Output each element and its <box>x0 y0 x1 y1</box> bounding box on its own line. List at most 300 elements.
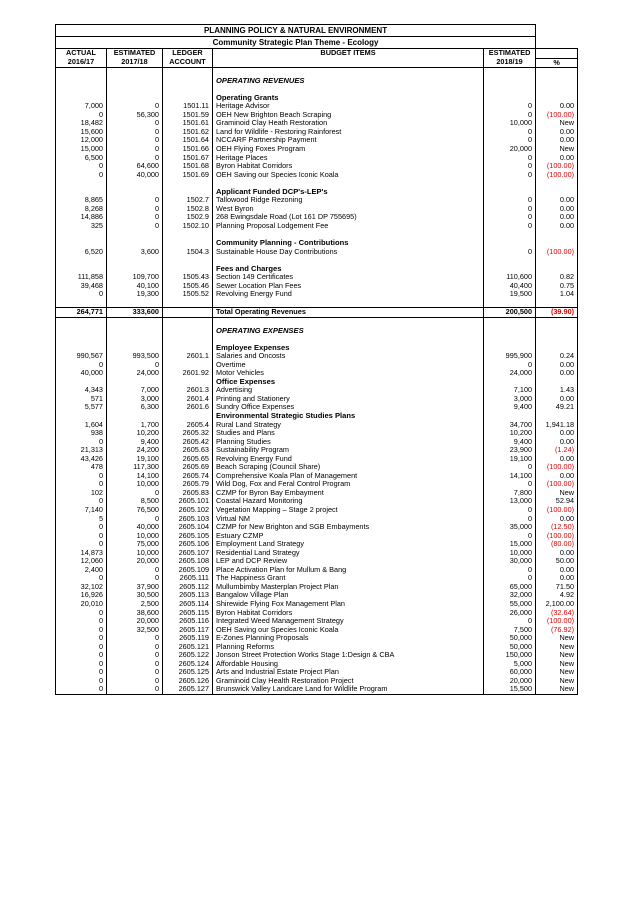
budget-item-cell: Shirewide Flying Fox Management Plan <box>213 600 484 609</box>
ledger-cell: 2601.6 <box>163 403 213 412</box>
ledger-cell: 2605.125 <box>163 668 213 677</box>
estimated-next-cell: 0 <box>484 532 536 541</box>
ledger-cell: 2605.122 <box>163 651 213 660</box>
actual-cell: 0 <box>56 668 107 677</box>
empty-cell <box>107 299 163 308</box>
empty-cell <box>107 188 163 197</box>
group-heading-row <box>56 94 578 103</box>
estimated-cell: 0 <box>107 361 163 370</box>
actual-cell: 40,000 <box>56 369 107 378</box>
estimated-next-cell: 0 <box>484 213 536 222</box>
estimated-next-cell: 0 <box>484 617 536 626</box>
budget-row <box>56 677 578 686</box>
percent-cell: 0.00 <box>536 455 578 464</box>
budget-row <box>56 472 578 481</box>
percent-cell: (32.64) <box>536 609 578 618</box>
ledger-cell: 2605.117 <box>163 626 213 635</box>
empty-cell <box>536 265 578 274</box>
percent-cell: New <box>536 119 578 128</box>
actual-cell: 15,000 <box>56 145 107 154</box>
budget-row <box>56 480 578 489</box>
empty-cell <box>107 344 163 353</box>
actual-cell: 21,313 <box>56 446 107 455</box>
ledger-cell: 2601.1 <box>163 352 213 361</box>
estimated-next-cell: 7,100 <box>484 386 536 395</box>
percent-cell: (39.90) <box>536 308 578 318</box>
estimated-cell: 10,000 <box>107 532 163 541</box>
estimated-next-cell: 24,000 <box>484 369 536 378</box>
spacer-row <box>56 299 578 308</box>
estimated-next-cell: 10,000 <box>484 549 536 558</box>
actual-cell: 0 <box>56 643 107 652</box>
empty-cell <box>56 344 107 353</box>
percent-cell: 0.00 <box>536 438 578 447</box>
budget-item-cell: Printing and Stationery <box>213 395 484 404</box>
ledger-cell: 2605.112 <box>163 583 213 592</box>
ledger-cell: 2605.104 <box>163 523 213 532</box>
estimated-cell: 37,900 <box>107 583 163 592</box>
empty-cell <box>56 188 107 197</box>
percent-cell: New <box>536 660 578 669</box>
percent-cell: (100.00) <box>536 506 578 515</box>
budget-item-cell: CZMP for New Brighton and SGB Embayments <box>213 523 484 532</box>
empty-cell <box>484 327 536 336</box>
empty-cell <box>56 179 107 188</box>
actual-cell: 0 <box>56 438 107 447</box>
actual-cell: 0 <box>56 162 107 171</box>
estimated-cell: 64,600 <box>107 162 163 171</box>
estimated-next-cell: 5,000 <box>484 660 536 669</box>
budget-row <box>56 369 578 378</box>
estimated-cell: 1,700 <box>107 421 163 430</box>
budget-item-cell: Studies and Plans <box>213 429 484 438</box>
budget-item-cell: Revolving Energy Fund <box>213 290 484 299</box>
percent-cell: 0.00 <box>536 574 578 583</box>
estimated-next-cell: 0 <box>484 154 536 163</box>
budget-row <box>56 446 578 455</box>
estimated-cell: 0 <box>107 205 163 214</box>
estimated-cell: 0 <box>107 634 163 643</box>
empty-cell <box>163 256 213 265</box>
estimated-cell: 0 <box>107 128 163 137</box>
budget-item-cell: Affordable Housing <box>213 660 484 669</box>
empty-cell <box>163 378 213 387</box>
budget-row <box>56 290 578 299</box>
percent-cell: New <box>536 643 578 652</box>
percent-cell: 52.94 <box>536 497 578 506</box>
ledger-cell: 1502.8 <box>163 205 213 214</box>
estimated-cell: 6,300 <box>107 403 163 412</box>
empty-cell <box>484 94 536 103</box>
budget-row <box>56 248 578 257</box>
group-heading-row <box>56 378 578 387</box>
empty-cell <box>536 68 578 77</box>
estimated-cell: 24,200 <box>107 446 163 455</box>
empty-cell <box>484 179 536 188</box>
empty-cell <box>484 188 536 197</box>
percent-cell: 0.24 <box>536 352 578 361</box>
empty-cell <box>484 85 536 94</box>
estimated-next-cell: 14,100 <box>484 472 536 481</box>
percent-cell: 0.00 <box>536 136 578 145</box>
ledger-cell: 1502.9 <box>163 213 213 222</box>
estimated-next-cell: 150,000 <box>484 651 536 660</box>
empty-cell <box>56 256 107 265</box>
estimated-cell: 7,000 <box>107 386 163 395</box>
estimated-next-cell: 35,000 <box>484 523 536 532</box>
estimated-cell: 3,000 <box>107 395 163 404</box>
empty-cell <box>484 256 536 265</box>
actual-cell: 32,102 <box>56 583 107 592</box>
estimated-cell: 40,000 <box>107 171 163 180</box>
actual-cell: 990,567 <box>56 352 107 361</box>
empty-cell <box>536 256 578 265</box>
budget-item-cell: Mullumbimby Masterplan Project Plan <box>213 583 484 592</box>
actual-cell: 0 <box>56 523 107 532</box>
budget-row <box>56 489 578 498</box>
budget-item-cell: OEH Saving our Species Iconic Koala <box>213 626 484 635</box>
empty-cell <box>163 239 213 248</box>
col-estimated-year: 2017/18 <box>107 58 163 68</box>
budget-item-cell: Beach Scraping (Council Share) <box>213 463 484 472</box>
percent-cell: (100.00) <box>536 463 578 472</box>
ledger-cell: 2605.107 <box>163 549 213 558</box>
estimated-cell: 0 <box>107 660 163 669</box>
ledger-cell: 2601.3 <box>163 386 213 395</box>
percent-cell: New <box>536 685 578 694</box>
budget-row <box>56 386 578 395</box>
actual-cell: 0 <box>56 685 107 694</box>
actual-cell: 102 <box>56 489 107 498</box>
estimated-next-cell: 15,000 <box>484 540 536 549</box>
budget-row <box>56 455 578 464</box>
budget-row <box>56 205 578 214</box>
empty-cell <box>484 412 536 421</box>
estimated-next-cell: 34,700 <box>484 421 536 430</box>
estimated-next-cell: 30,000 <box>484 557 536 566</box>
ledger-cell: 2605.115 <box>163 609 213 618</box>
budget-item-cell: Integrated Weed Management Strategy <box>213 617 484 626</box>
budget-row <box>56 111 578 120</box>
section-heading: OPERATING REVENUES <box>213 77 484 86</box>
budget-item-cell: Tallowood Ridge Rezoning <box>213 196 484 205</box>
estimated-cell: 0 <box>107 102 163 111</box>
actual-cell: 12,060 <box>56 557 107 566</box>
ledger-cell: 2605.109 <box>163 566 213 575</box>
percent-cell: 0.00 <box>536 395 578 404</box>
budget-item-cell: LEP and DCP Review <box>213 557 484 566</box>
empty-cell <box>56 412 107 421</box>
empty-cell <box>163 335 213 344</box>
empty-cell <box>163 317 213 326</box>
actual-cell: 0 <box>56 626 107 635</box>
estimated-next-cell: 32,000 <box>484 591 536 600</box>
empty-cell <box>107 265 163 274</box>
budget-item-cell: CZMP for Byron Bay Embayment <box>213 489 484 498</box>
percent-cell: 0.00 <box>536 361 578 370</box>
estimated-cell: 19,100 <box>107 455 163 464</box>
estimated-next-cell: 65,000 <box>484 583 536 592</box>
empty-cell <box>56 335 107 344</box>
empty-cell <box>484 335 536 344</box>
budget-item-cell: OEH Saving our Species Iconic Koala <box>213 171 484 180</box>
estimated-next-cell: 0 <box>484 111 536 120</box>
actual-cell: 264,771 <box>56 308 107 318</box>
empty-cell <box>107 230 163 239</box>
col-estimated-label: ESTIMATED <box>107 49 163 59</box>
estimated-cell: 20,000 <box>107 617 163 626</box>
percent-cell: (100.00) <box>536 248 578 257</box>
estimated-cell: 75,000 <box>107 540 163 549</box>
percent-cell: (80.00) <box>536 540 578 549</box>
estimated-cell: 24,000 <box>107 369 163 378</box>
empty-cell <box>107 327 163 336</box>
estimated-cell: 0 <box>107 574 163 583</box>
budget-row <box>56 557 578 566</box>
estimated-next-cell: 9,400 <box>484 438 536 447</box>
estimated-next-cell: 0 <box>484 463 536 472</box>
empty-cell <box>536 412 578 421</box>
report-title-row <box>56 25 578 37</box>
actual-cell: 0 <box>56 660 107 669</box>
budget-item-cell: West Byron <box>213 205 484 214</box>
budget-item-cell: NCCARF Partnership Payment <box>213 136 484 145</box>
percent-cell: 1.43 <box>536 386 578 395</box>
budget-row <box>56 145 578 154</box>
percent-cell: 50.00 <box>536 557 578 566</box>
ledger-cell: 1505.46 <box>163 282 213 291</box>
empty-cell <box>107 85 163 94</box>
budget-row <box>56 506 578 515</box>
percent-cell: (100.00) <box>536 162 578 171</box>
ledger-cell: 2605.83 <box>163 489 213 498</box>
empty-cell <box>163 299 213 308</box>
budget-item-cell: Place Activation Plan for Mullum & Bang <box>213 566 484 575</box>
actual-cell: 0 <box>56 634 107 643</box>
empty-cell <box>163 85 213 94</box>
budget-row <box>56 532 578 541</box>
estimated-next-cell: 0 <box>484 480 536 489</box>
budget-row <box>56 566 578 575</box>
estimated-cell: 14,100 <box>107 472 163 481</box>
empty-cell <box>107 239 163 248</box>
actual-cell: 4,343 <box>56 386 107 395</box>
percent-cell: 0.00 <box>536 102 578 111</box>
estimated-cell: 8,500 <box>107 497 163 506</box>
budget-item-cell: Virtual NM <box>213 515 484 524</box>
empty-cell <box>163 265 213 274</box>
percent-cell: 0.00 <box>536 128 578 137</box>
actual-cell: 20,010 <box>56 600 107 609</box>
ledger-cell: 1501.61 <box>163 119 213 128</box>
budget-row <box>56 282 578 291</box>
ledger-cell: 2605.116 <box>163 617 213 626</box>
actual-cell: 7,000 <box>56 102 107 111</box>
estimated-next-cell: 10,200 <box>484 429 536 438</box>
estimated-cell: 0 <box>107 145 163 154</box>
estimated-cell: 10,200 <box>107 429 163 438</box>
group-heading: Environmental Strategic Studies Plans <box>213 412 484 421</box>
estimated-cell: 0 <box>107 136 163 145</box>
estimated-next-cell: 7,800 <box>484 489 536 498</box>
ledger-cell: 2605.113 <box>163 591 213 600</box>
actual-cell: 1,604 <box>56 421 107 430</box>
estimated-cell: 2,500 <box>107 600 163 609</box>
estimated-cell: 117,300 <box>107 463 163 472</box>
empty-cell <box>536 344 578 353</box>
estimated-next-cell: 0 <box>484 196 536 205</box>
estimated-cell: 0 <box>107 643 163 652</box>
estimated-next-cell: 0 <box>484 515 536 524</box>
budget-row <box>56 549 578 558</box>
estimated-next-cell: 0 <box>484 566 536 575</box>
ledger-cell: 1501.11 <box>163 102 213 111</box>
empty-cell <box>56 317 107 326</box>
budget-row <box>56 685 578 694</box>
budget-row <box>56 583 578 592</box>
percent-cell: (1.24) <box>536 446 578 455</box>
estimated-next-cell: 0 <box>484 205 536 214</box>
empty-cell <box>56 378 107 387</box>
ledger-cell: 1501.62 <box>163 128 213 137</box>
actual-cell: 111,858 <box>56 273 107 282</box>
percent-cell: (100.00) <box>536 111 578 120</box>
estimated-next-cell: 0 <box>484 102 536 111</box>
empty-cell <box>107 317 163 326</box>
group-heading: Applicant Funded DCP's-LEP's <box>213 188 484 197</box>
estimated-next-cell: 19,500 <box>484 290 536 299</box>
budget-item-cell: Heritage Advisor <box>213 102 484 111</box>
col-est-next-label: ESTIMATED <box>484 49 536 59</box>
budget-item-cell: Salaries and Oncosts <box>213 352 484 361</box>
estimated-cell: 10,000 <box>107 549 163 558</box>
group-heading-row <box>56 188 578 197</box>
estimated-next-cell: 0 <box>484 136 536 145</box>
budget-row <box>56 660 578 669</box>
group-heading: Community Planning - Contributions <box>213 239 484 248</box>
estimated-cell: 0 <box>107 196 163 205</box>
actual-cell: 15,600 <box>56 128 107 137</box>
ledger-cell: 1501.59 <box>163 111 213 120</box>
estimated-cell: 0 <box>107 685 163 694</box>
budget-row <box>56 591 578 600</box>
estimated-next-cell: 995,900 <box>484 352 536 361</box>
budget-row <box>56 162 578 171</box>
estimated-next-cell: 0 <box>484 162 536 171</box>
budget-item-cell: The Happiness Grant <box>213 574 484 583</box>
empty-cell <box>56 85 107 94</box>
estimated-next-cell: 10,000 <box>484 119 536 128</box>
budget-item-cell: Arts and Industrial Estate Project Plan <box>213 668 484 677</box>
percent-cell: 0.82 <box>536 273 578 282</box>
budget-item-cell: Coastal Hazard Monitoring <box>213 497 484 506</box>
actual-cell: 938 <box>56 429 107 438</box>
estimated-next-cell: 7,500 <box>484 626 536 635</box>
budget-item-cell: Planning Reforms <box>213 643 484 652</box>
actual-cell: 478 <box>56 463 107 472</box>
budget-sheet <box>55 24 577 695</box>
ledger-cell: 2605.102 <box>163 506 213 515</box>
ledger-cell: 2605.32 <box>163 429 213 438</box>
budget-row <box>56 651 578 660</box>
budget-item-cell: Advertising <box>213 386 484 395</box>
empty-cell <box>163 412 213 421</box>
estimated-next-cell: 0 <box>484 248 536 257</box>
actual-cell: 6,500 <box>56 154 107 163</box>
col-actual-label: ACTUAL <box>56 49 107 59</box>
spacer-row <box>56 179 578 188</box>
ledger-cell: 1502.10 <box>163 222 213 231</box>
col-est-next-year: 2018/19 <box>484 58 536 68</box>
budget-row <box>56 634 578 643</box>
budget-row <box>56 540 578 549</box>
empty-cell <box>536 230 578 239</box>
empty-cell <box>163 68 213 77</box>
empty-cell <box>536 77 578 86</box>
empty-cell <box>107 179 163 188</box>
estimated-cell: 3,600 <box>107 248 163 257</box>
empty-cell <box>484 239 536 248</box>
section-heading-row <box>56 327 578 336</box>
ledger-cell: 2605.103 <box>163 515 213 524</box>
budget-item-cell: 268 Ewingsdale Road (Lot 161 DP 755695) <box>213 213 484 222</box>
estimated-next-cell: 40,400 <box>484 282 536 291</box>
estimated-cell: 333,600 <box>107 308 163 318</box>
budget-item-cell: Comprehensive Koala Plan of Management <box>213 472 484 481</box>
percent-cell: 0.00 <box>536 205 578 214</box>
estimated-cell: 19,300 <box>107 290 163 299</box>
estimated-cell: 30,500 <box>107 591 163 600</box>
budget-item-cell: Graminoid Clay Heath Restoration <box>213 119 484 128</box>
actual-cell: 0 <box>56 677 107 686</box>
budget-row <box>56 361 578 370</box>
ledger-cell: 2605.79 <box>163 480 213 489</box>
ledger-cell: 2605.65 <box>163 455 213 464</box>
budget-row <box>56 395 578 404</box>
empty-cell <box>107 77 163 86</box>
budget-row <box>56 421 578 430</box>
empty-cell <box>213 256 484 265</box>
ledger-cell: 1504.3 <box>163 248 213 257</box>
ledger-cell: 2605.4 <box>163 421 213 430</box>
ledger-cell: 1505.52 <box>163 290 213 299</box>
group-heading-row <box>56 239 578 248</box>
group-heading-row <box>56 344 578 353</box>
empty-cell <box>56 68 107 77</box>
budget-item-cell: Total Operating Revenues <box>213 308 484 318</box>
empty-cell <box>163 188 213 197</box>
percent-cell: 0.00 <box>536 549 578 558</box>
empty-cell <box>107 378 163 387</box>
actual-cell: 0 <box>56 480 107 489</box>
estimated-cell: 40,100 <box>107 282 163 291</box>
budget-row <box>56 119 578 128</box>
budget-row <box>56 273 578 282</box>
percent-cell: (100.00) <box>536 532 578 541</box>
ledger-cell <box>163 308 213 318</box>
percent-cell: 1.04 <box>536 290 578 299</box>
ledger-cell <box>163 361 213 370</box>
col-items-blank <box>213 58 484 68</box>
percent-cell: (100.00) <box>536 171 578 180</box>
empty-cell <box>536 299 578 308</box>
actual-cell: 14,886 <box>56 213 107 222</box>
empty-cell <box>536 239 578 248</box>
ledger-cell: 1501.64 <box>163 136 213 145</box>
percent-cell: 0.00 <box>536 515 578 524</box>
estimated-next-cell: 19,100 <box>484 455 536 464</box>
actual-cell: 5 <box>56 515 107 524</box>
